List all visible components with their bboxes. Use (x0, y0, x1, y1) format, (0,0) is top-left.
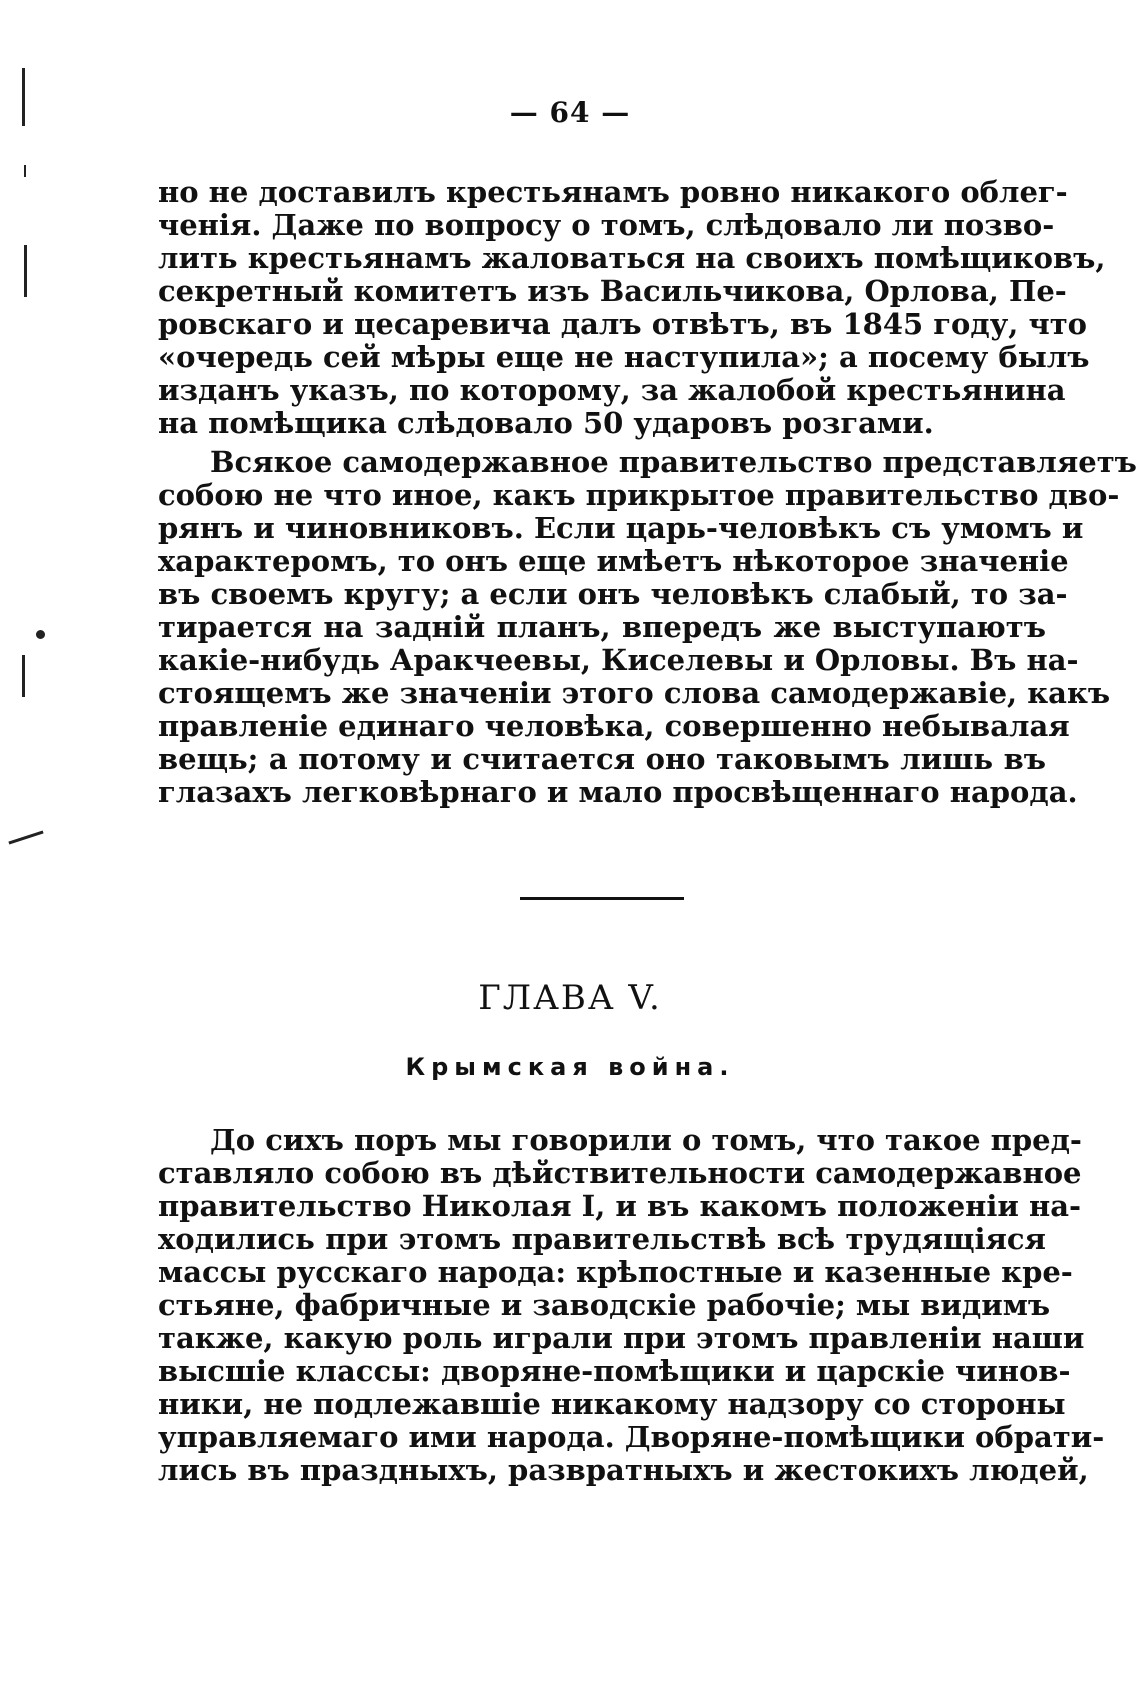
text-line: ходились при этомъ правительствѣ всѣ трудящіяся (158, 1222, 1046, 1256)
text-line: въ своемъ кругу; а если онъ человѣкъ слабый, то за- (158, 577, 1068, 611)
section-divider (520, 897, 684, 900)
text-line: вещь; а потому и считается оно таковымъ лишь въ (158, 742, 1046, 776)
margin-scan-mark (22, 655, 25, 697)
text-line: лись въ праздныхъ, развратныхъ и жестокихъ людей, (158, 1453, 1089, 1487)
margin-scan-mark (36, 630, 45, 639)
text-line: Всякое самодержавное правительство представляетъ (210, 445, 1137, 479)
text-line: характеромъ, то онъ еще имѣетъ нѣкоторое значеніе (158, 544, 1069, 578)
text-line: ставляло собою въ дѣйствительности самодержавное (158, 1156, 1082, 1190)
text-line: но не доставилъ крестьянамъ ровно никакого облег- (158, 175, 1068, 209)
text-line: управляемаго ими народа. Дворяне-помѣщики обрати- (158, 1420, 1105, 1454)
text-line: ровскаго и цесаревича далъ отвѣтъ, въ 1845 году, что (158, 307, 1088, 341)
text-line: ченія. Даже по вопросу о томъ, слѣдовало ли позво- (158, 208, 1055, 242)
text-line: глазахъ легковѣрнаго и мало просвѣщеннаго народа. (158, 775, 1078, 809)
text-line: правительство Николая I, и въ какомъ положеніи на- (158, 1189, 1082, 1223)
text-line: ники, не подлежавшіе никакому надзору со стороны (158, 1387, 1066, 1421)
margin-scan-mark (24, 165, 26, 177)
paragraph-autocracy (158, 445, 1137, 809)
text-line: До сихъ поръ мы говорили о томъ, что такое пред- (210, 1123, 1082, 1157)
margin-scan-mark (8, 831, 43, 845)
margin-scan-mark (24, 245, 27, 297)
text-line: рянъ и чиновниковъ. Если царь-человѣкъ съ умомъ и (158, 511, 1084, 545)
text-line: секретный комитетъ изъ Васильчикова, Орлова, Пе- (158, 274, 1067, 308)
text-line: тирается на заднiй планъ, впередъ же выступаютъ (158, 610, 1046, 644)
chapter-subtitle: Крымская война. (405, 1053, 735, 1081)
page-number: — 64 — (509, 96, 631, 129)
paragraph-continuation (158, 175, 1106, 440)
text-line: на помѣщика слѣдовало 50 ударовъ розгами. (158, 406, 934, 440)
text-line: «очередь сей мѣры еще не наступила»; а посему былъ (158, 340, 1090, 374)
text-line: изданъ указъ, по которому, за жалобой крестьянина (158, 373, 1066, 407)
chapter-title: ГЛАВА V. (478, 978, 662, 1018)
text-line: собою не что иное, какъ прикрытое правительство дво- (158, 478, 1120, 512)
text-line: также, какую роль играли при этомъ правленіи наши (158, 1321, 1085, 1355)
paragraph-chapter-opening (158, 1123, 1105, 1487)
text-line: какіе-нибудь Аракчеевы, Киселевы и Орловы. Въ на- (158, 643, 1079, 677)
text-line: массы русскаго народа: крѣпостные и казенные кре- (158, 1255, 1073, 1289)
text-line: стоящемъ же значеніи этого слова самодержавіе, какъ (158, 676, 1111, 710)
text-line: высшіе классы: дворяне-помѣщики и царскіе чинов- (158, 1354, 1071, 1388)
text-line: стьяне, фабричные и заводскіе рабочіе; мы видимъ (158, 1288, 1051, 1322)
text-line: лить крестьянамъ жаловаться на своихъ помѣщиковъ, (158, 241, 1106, 275)
text-line: правленіе единаго человѣка, совершенно небывалая (158, 709, 1070, 743)
